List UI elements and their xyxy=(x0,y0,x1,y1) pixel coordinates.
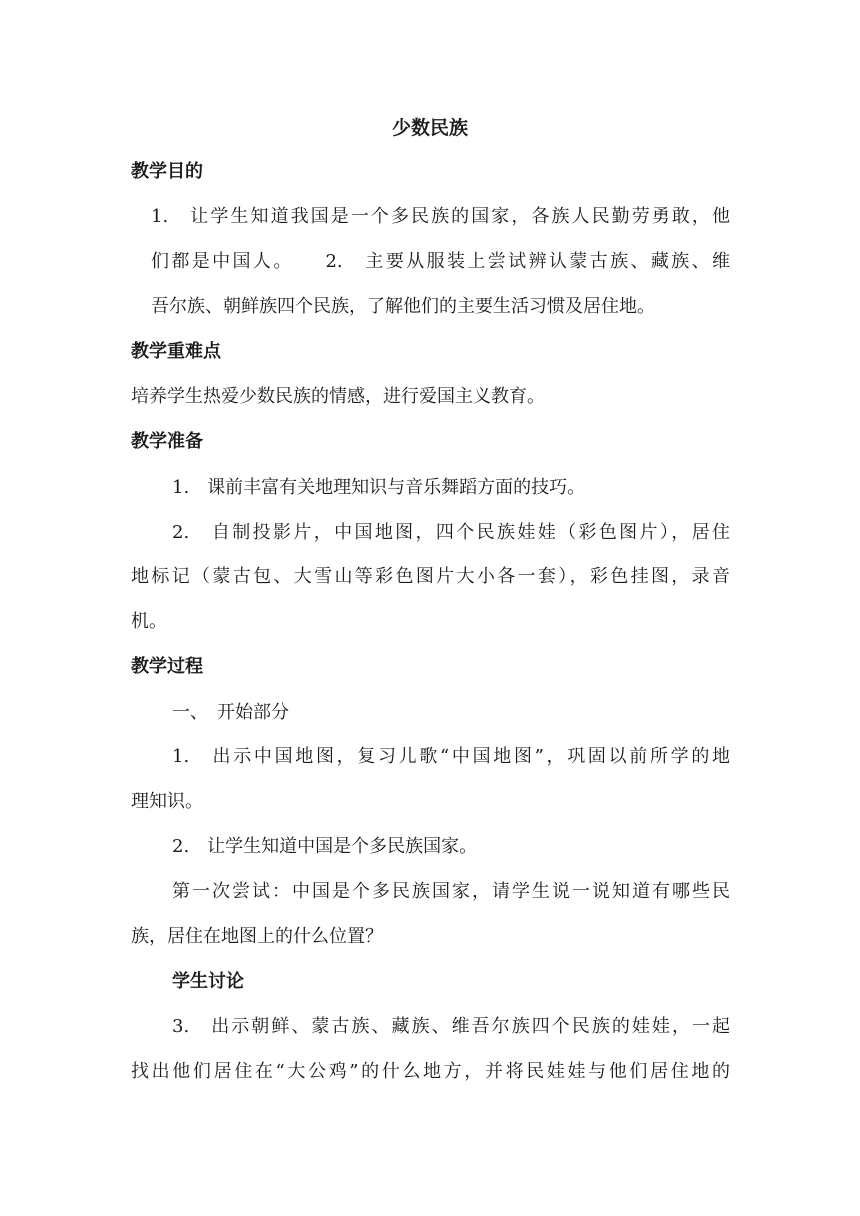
process-line-3: 理知识。 xyxy=(131,791,203,812)
key-points-line-1: 培养学生热爱少数民族的情感，进行爱国主义教育。 xyxy=(131,386,545,407)
heading-objectives: 教学目的 xyxy=(131,161,203,182)
preparation-line-2: 2. 自制投影片，中国地图，四个民族娃娃（彩色图片），居住 xyxy=(172,522,730,543)
objectives-line-1: 1. 让学生知道我国是一个多民族的国家，各族人民勤劳勇敢，他 xyxy=(151,206,730,227)
process-line-1: 一、 开始部分 xyxy=(172,702,289,723)
preparation-line-4: 机。 xyxy=(131,611,167,632)
preparation-line-1: 1. 课前丰富有关地理知识与音乐舞蹈方面的技巧。 xyxy=(172,477,586,498)
process-line-7: 学生讨论 xyxy=(172,971,244,992)
process-line-2: 1. 出示中国地图，复习儿歌“中国地图”，巩固以前所学的地 xyxy=(172,746,730,767)
process-line-4: 2. 让学生知道中国是个多民族国家。 xyxy=(172,836,478,857)
objectives-line-2: 们都是中国人。 2. 主要从服装上尝试辨认蒙古族、藏族、维 xyxy=(151,251,730,272)
preparation-line-3: 地标记（蒙古包、大雪山等彩色图片大小各一套），彩色挂图，录音 xyxy=(131,566,730,587)
objectives-line-3: 吾尔族、朝鲜族四个民族，了解他们的主要生活习惯及居住地。 xyxy=(151,296,655,317)
process-line-5: 第一次尝试：中国是个多民族国家，请学生说一说知道有哪些民 xyxy=(172,881,730,902)
heading-preparation: 教学准备 xyxy=(131,431,203,452)
heading-key-points: 教学重难点 xyxy=(131,341,221,362)
process-line-8: 3. 出示朝鲜、蒙古族、藏族、维吾尔族四个民族的娃娃，一起 xyxy=(172,1016,730,1037)
page-title: 少数民族 xyxy=(391,117,468,139)
process-line-6: 族，居住在地图上的什么位置？ xyxy=(131,926,383,947)
heading-process: 教学过程 xyxy=(131,656,203,677)
process-line-9: 找出他们居住在“大公鸡”的什么地方，并将民娃娃与他们居住地的 xyxy=(131,1061,730,1082)
